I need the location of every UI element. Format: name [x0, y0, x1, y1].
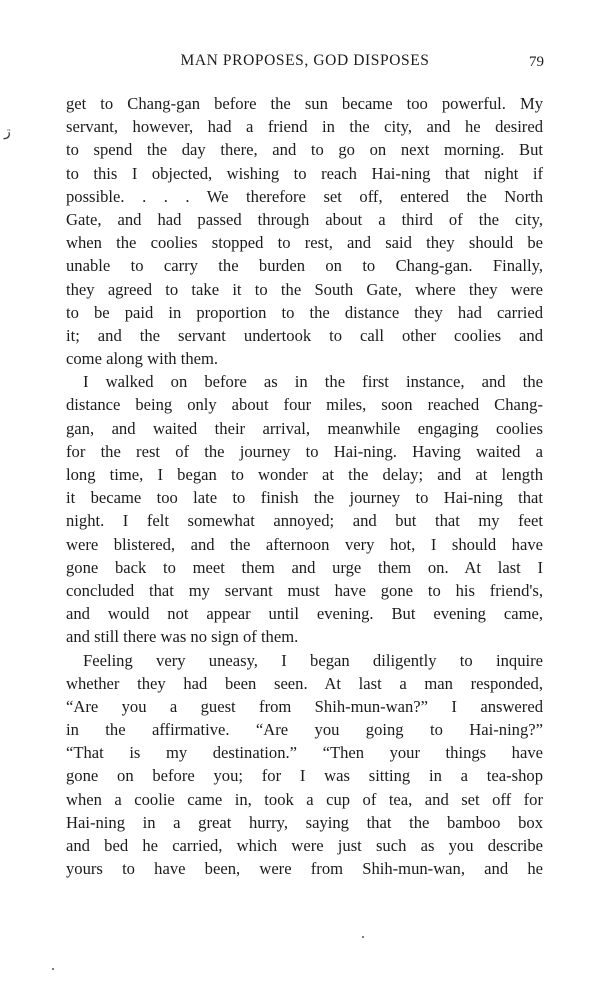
text-line: concluded that my servant must have gone to his friend's, — [66, 580, 543, 600]
text-line: Gate, and had passed through about a third of the city, — [66, 209, 543, 229]
text-line: gan, and waited their arrival, meanwhile engaging coolies — [66, 418, 543, 438]
text-line: in the affirmative. “Are you going to Hai-ning?” — [66, 720, 543, 740]
text-line: when the coolies stopped to rest, and said they should be — [66, 233, 543, 253]
text-line: “Are you a guest from Shih-mun-wan?” I answered — [66, 696, 543, 716]
text-line: it; and the servant undertook to call other coolies and — [66, 325, 543, 345]
text-line: Feeling very uneasy, I began diligently to inquire — [83, 650, 543, 670]
text-line: to be paid in proportion to the distance they had carried — [66, 302, 543, 322]
scan-speck — [362, 936, 364, 938]
text-line: when a coolie came in, took a cup of tea, and set off for — [66, 789, 543, 809]
text-line: were blistered, and the afternoon very hot, I should have — [66, 534, 543, 554]
text-line: get to Chang-gan before the sun became too powerful. My — [66, 94, 543, 113]
text-line: gone on before you; for I was sitting in a tea-shop — [66, 766, 543, 786]
text-line: servant, however, had a friend in the city, and he desired — [66, 117, 543, 137]
text-line: to this I objected, wishing to reach Hai-ning that night if — [66, 163, 543, 183]
margin-mark: ڗ — [4, 125, 11, 140]
text-line: yours to have been, were from Shih-mun-wan, and he — [66, 859, 543, 879]
scan-speck — [52, 968, 54, 970]
text-line: and would not appear until evening. But evening came, — [66, 604, 543, 624]
paragraph-2 — [66, 370, 543, 648]
text-line: distance being only about four miles, soon reached Chang- — [66, 395, 543, 415]
running-title: MAN PROPOSES, GOD DISPOSES — [180, 52, 430, 69]
text-line: “That is my destination.” “Then your things have — [66, 743, 543, 763]
text-line: and bed he carried, which were just such as you describe — [66, 836, 543, 855]
text-line: and still there was no sign of them. — [66, 627, 299, 647]
paragraph-3 — [66, 649, 543, 881]
body-text — [66, 92, 543, 880]
text-line: come along with them. — [66, 349, 219, 369]
text-line: unable to carry the burden on to Chang-gan. Finally, — [66, 256, 543, 276]
text-line: they agreed to take it to the South Gate, where they were — [66, 279, 543, 299]
page-number: 79 — [529, 54, 544, 70]
text-line: for the rest of the journey to Hai-ning. Having waited a — [66, 441, 543, 461]
text-line: to spend the day there, and to go on next morning. But — [66, 140, 543, 160]
text-line: Hai-ning in a great hurry, saying that the bamboo box — [66, 812, 543, 832]
paragraph-1 — [66, 92, 543, 370]
text-line: it became too late to finish the journey to Hai-ning that — [66, 488, 543, 508]
text-line: night. I felt somewhat annoyed; and but that my feet — [66, 511, 543, 531]
text-line: possible. . . . We therefore set off, entered the North — [66, 186, 543, 206]
running-head — [66, 52, 544, 76]
text-line: I walked on before as in the first instance, and the — [83, 372, 543, 392]
text-line: whether they had been seen. At last a man responded, — [66, 673, 543, 693]
text-line: long time, I began to wonder at the delay; and at length — [66, 465, 543, 484]
text-line: gone back to meet them and urge them on. At last I — [66, 557, 543, 577]
